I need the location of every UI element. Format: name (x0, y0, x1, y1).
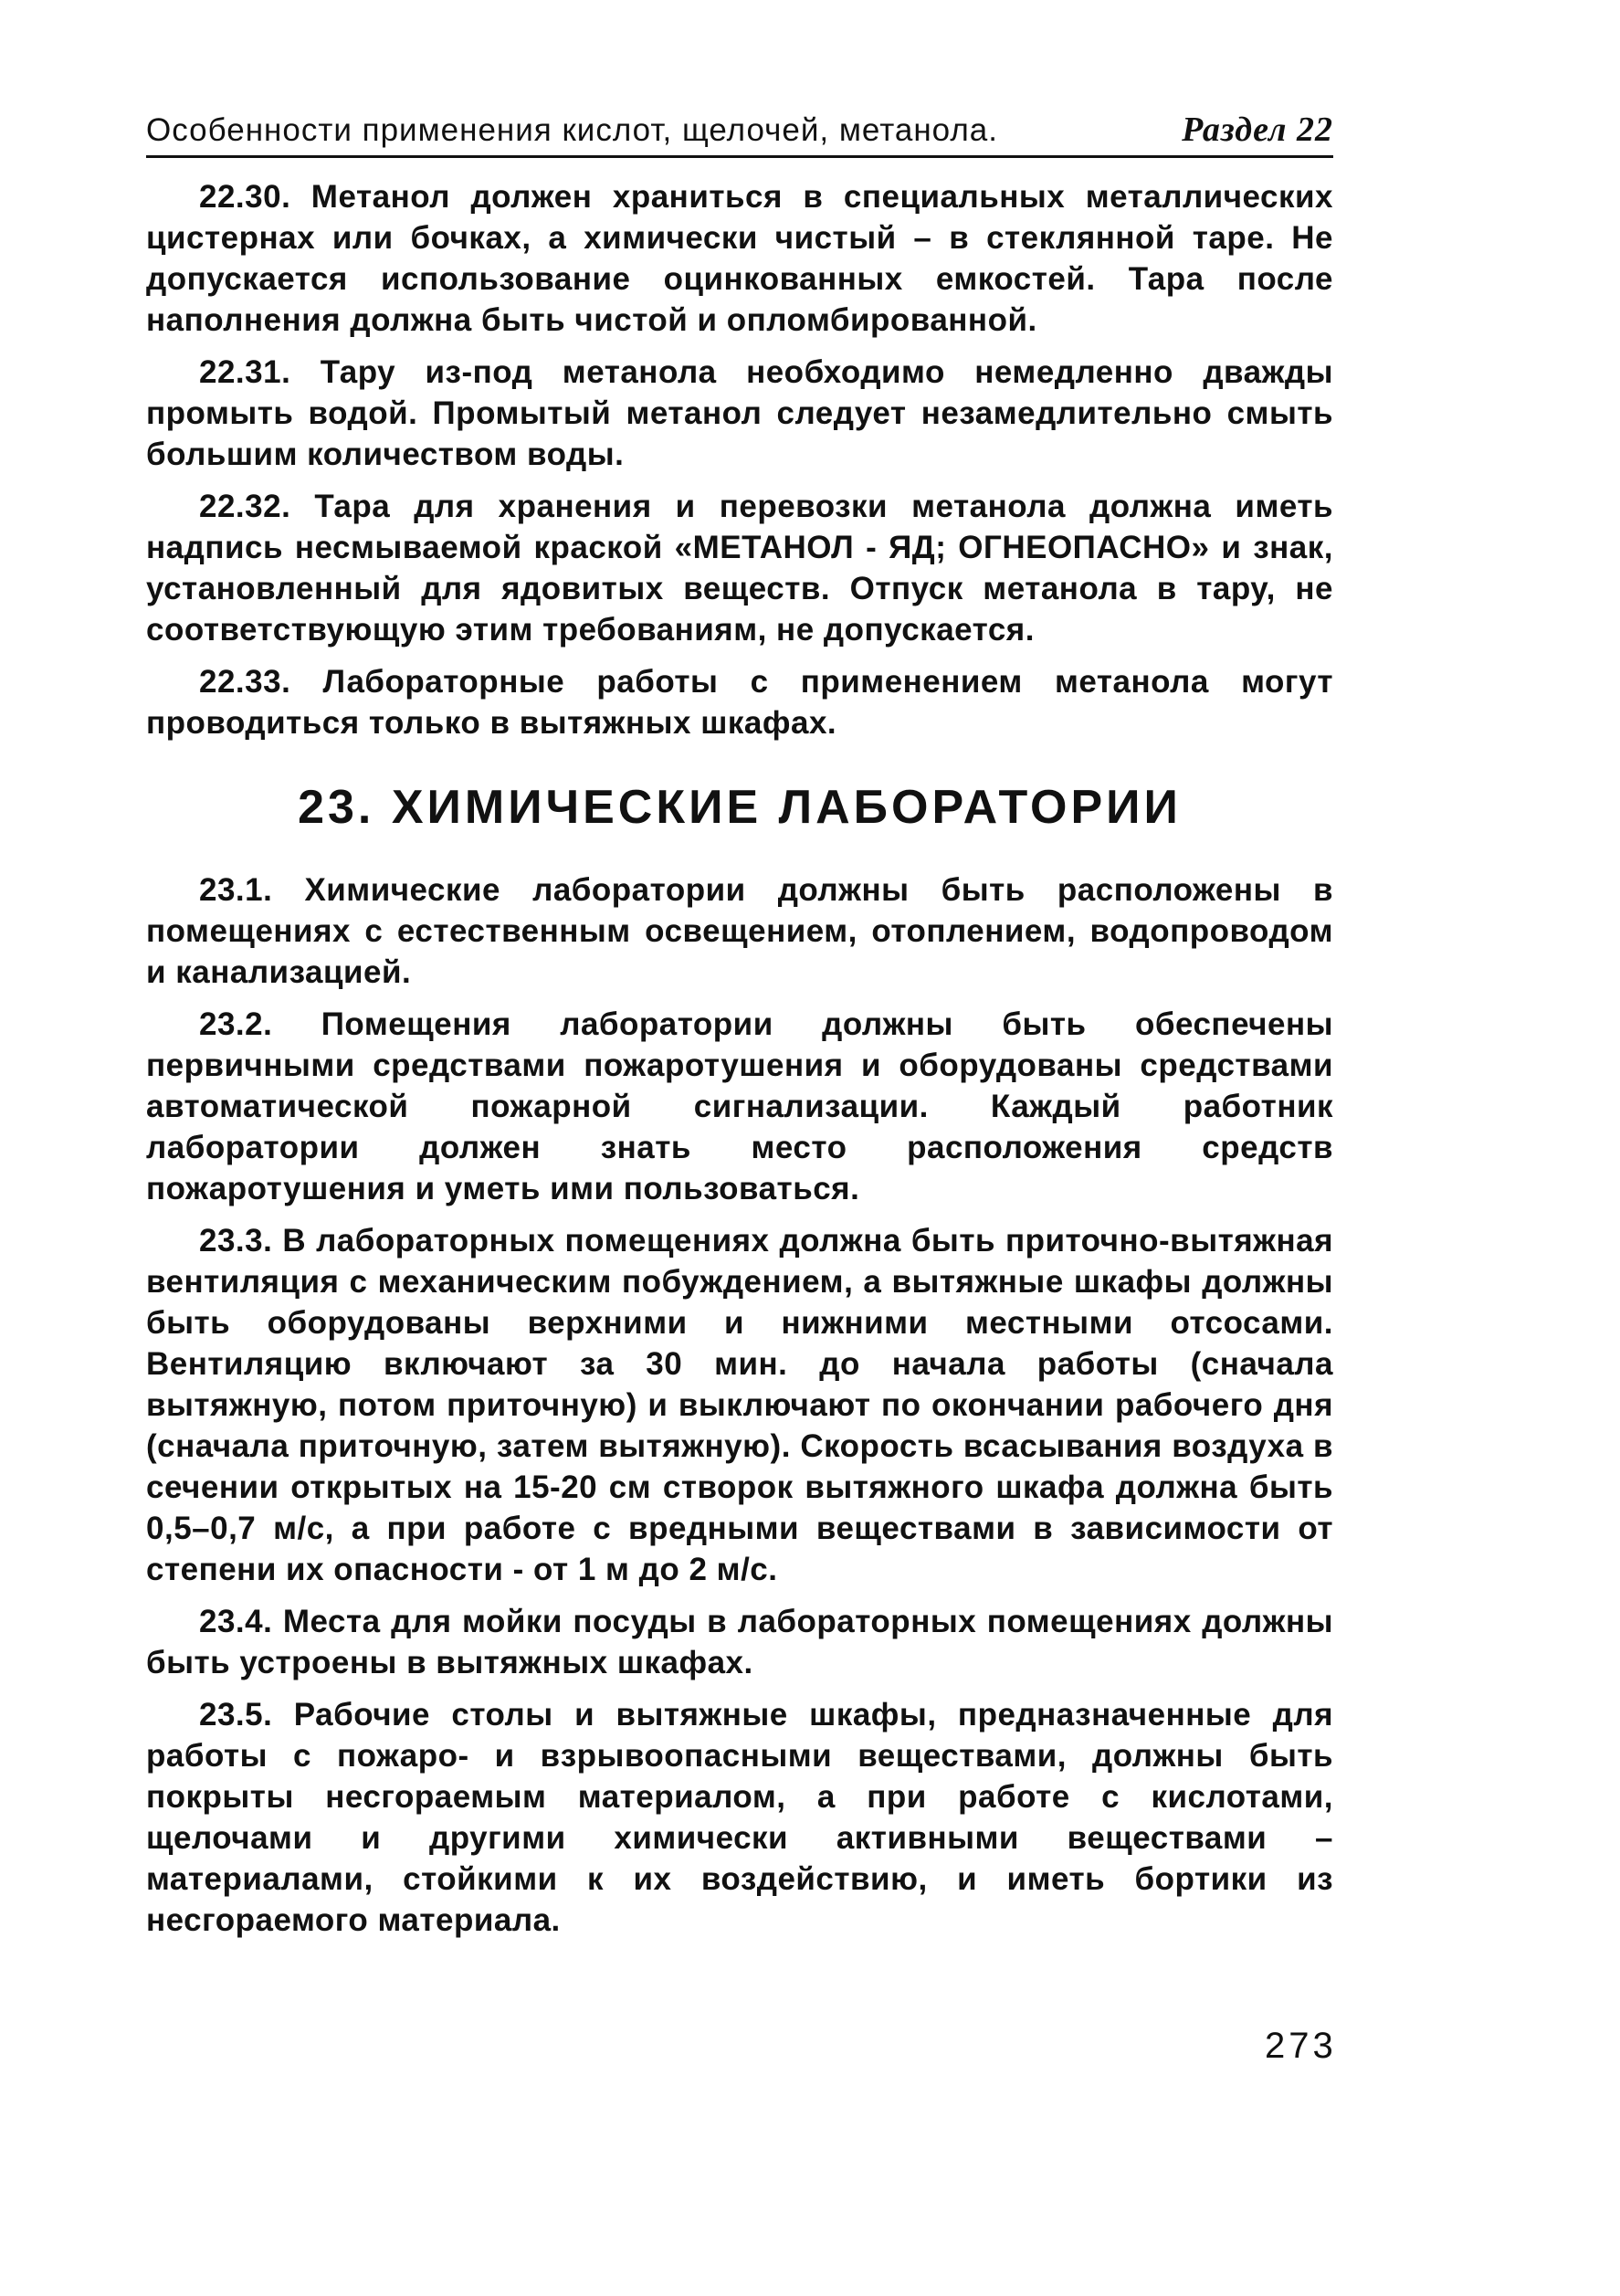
header-section: Раздел 22 (1182, 111, 1333, 149)
paragraph-22-31: 22.31. Тару из-под метанола необходимо немедленно дважды промыть водой. Промытый метанол следует незамедлительно смыть большим количеством воды. (146, 354, 1333, 472)
page-content (146, 110, 1333, 1941)
paragraph-23-4: 23.4. Места для мойки посуды в лабораторных помещениях должны быть устроены в вытяжных шкафах. (146, 1604, 1333, 1680)
page-number: 273 (1265, 2026, 1337, 2066)
paragraph-23-1: 23.1. Химические лаборатории должны быть расположены в помещениях с естественным освещением, отоплением, водопроводом и канализацией. (146, 872, 1333, 990)
paragraph-22-33: 22.33. Лабораторные работы с применением метанола могут проводиться только в вытяжных шкафах. (146, 664, 1333, 741)
paragraph-22-30: 22.30. Метанол должен храниться в специальных металлических цистернах или бочках, а химически чистый – в стеклянной таре. Не допускается использование оцинкованных емкостей. Тара после наполнения должна быть чистой и опломбированной. (146, 179, 1333, 338)
chapter-heading: 23. ХИМИЧЕСКИЕ ЛАБОРАТОРИИ (298, 781, 1182, 834)
section-23-text (146, 869, 1333, 1941)
running-header (146, 110, 1333, 158)
section-22-text (146, 176, 1333, 743)
paragraph-23-2: 23.2. Помещения лаборатории должны быть обеспечены первичными средствами пожаротушения и оборудованы средствами автоматической пожарной сигнализации. Каждый работник лаборатории должен знать место расположения средств пожаротушения и уметь ими пользоваться. (146, 1006, 1333, 1206)
paragraph-23-5: 23.5. Рабочие столы и вытяжные шкафы, предназначенные для работы с пожаро- и взрывоопасными веществами, должны быть покрыты несгораемым материалом, а при работе с кислотами, щелочами и другими химически активными веществами – материалами, стойкими к их воздействию, и иметь бортики из несгораемого материала. (146, 1697, 1333, 1938)
header-title: Особенности применения кислот, щелочей, метанола. (146, 112, 998, 148)
paragraph-23-3: 23.3. В лабораторных помещениях должна быть приточно-вытяжная вентиляция с механическим побуждением, а вытяжные шкафы должны быть оборудованы верхними и нижними местными отсосами. Вентиляцию включают за 30 мин. до начала работы (сначала вытяжную, потом приточную) и выключают по окончании рабочего дня (сначала приточную, затем вытяжную). Скорость всасывания воздуха в сечении открытых на 15-20 см створок вытяжного шкафа должна быть 0,5–0,7 м/с, а при работе с вредными веществами в зависимости от степени их опасности - от 1 м до 2 м/с. (146, 1223, 1333, 1587)
paragraph-22-32: 22.32. Тара для хранения и перевозки метанола должна иметь надпись несмываемой краской «МЕТАНОЛ - ЯД; ОГНЕОПАСНО» и знак, установленный для ядовитых веществ. Отпуск метанола в тару, не соответствующую этим требованиям, не допускается. (146, 489, 1333, 648)
